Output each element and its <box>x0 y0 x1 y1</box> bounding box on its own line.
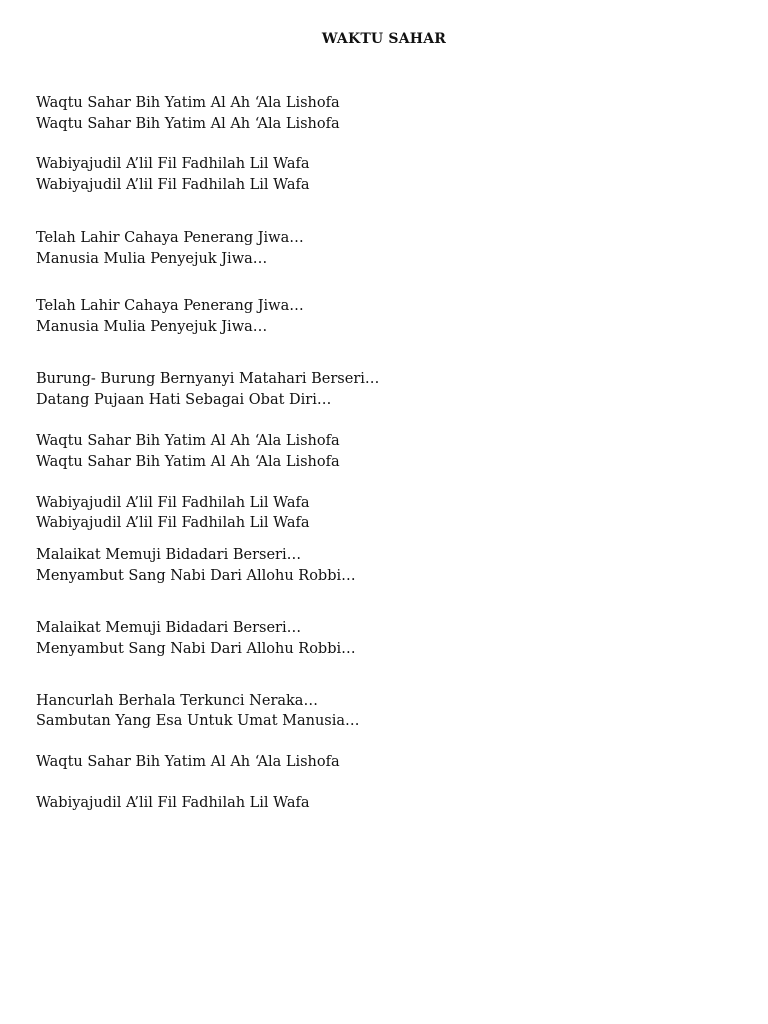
lyric-line: Waqtu Sahar Bih Yatim Al Ah ‘Ala Lishofa <box>36 116 340 132</box>
lyric-line: Waqtu Sahar Bih Yatim Al Ah ‘Ala Lishofa <box>36 95 340 111</box>
lyric-line: Hancurlah Berhala Terkunci Neraka… <box>36 693 318 709</box>
lyric-line: Burung- Burung Bernyanyi Matahari Berseri… <box>36 371 380 387</box>
lyric-line: Manusia Mulia Penyejuk Jiwa… <box>36 319 268 335</box>
lyric-line: Malaikat Memuji Bidadari Berseri… <box>36 547 302 563</box>
lyric-line: Sambutan Yang Esa Untuk Umat Manusia… <box>36 713 360 729</box>
lyric-line: Telah Lahir Cahaya Penerang Jiwa… <box>36 230 304 246</box>
lyric-line: Datang Pujaan Hati Sebagai Obat Diri… <box>36 392 332 408</box>
lyric-line: Wabiyajudil A’lil Fil Fadhilah Lil Wafa <box>36 177 310 193</box>
lyric-line: Menyambut Sang Nabi Dari Allohu Robbi… <box>36 568 356 584</box>
lyric-line: Wabiyajudil A’lil Fil Fadhilah Lil Wafa <box>36 495 310 511</box>
lyric-line: Waqtu Sahar Bih Yatim Al Ah ‘Ala Lishofa <box>36 433 340 449</box>
lyric-line: Wabiyajudil A’lil Fil Fadhilah Lil Wafa <box>36 156 310 172</box>
lyric-line: Malaikat Memuji Bidadari Berseri… <box>36 620 302 636</box>
lyric-line: Telah Lahir Cahaya Penerang Jiwa… <box>36 298 304 314</box>
document-title: WAKTU SAHAR <box>321 31 447 47</box>
lyric-line: Wabiyajudil A’lil Fil Fadhilah Lil Wafa <box>36 795 310 811</box>
lyric-line: Waqtu Sahar Bih Yatim Al Ah ‘Ala Lishofa <box>36 454 340 470</box>
lyric-line: Waqtu Sahar Bih Yatim Al Ah ‘Ala Lishofa <box>36 754 340 770</box>
lyric-line: Wabiyajudil A’lil Fil Fadhilah Lil Wafa <box>36 515 310 531</box>
lyric-line: Menyambut Sang Nabi Dari Allohu Robbi… <box>36 641 356 657</box>
lyric-line: Manusia Mulia Penyejuk Jiwa… <box>36 251 268 267</box>
